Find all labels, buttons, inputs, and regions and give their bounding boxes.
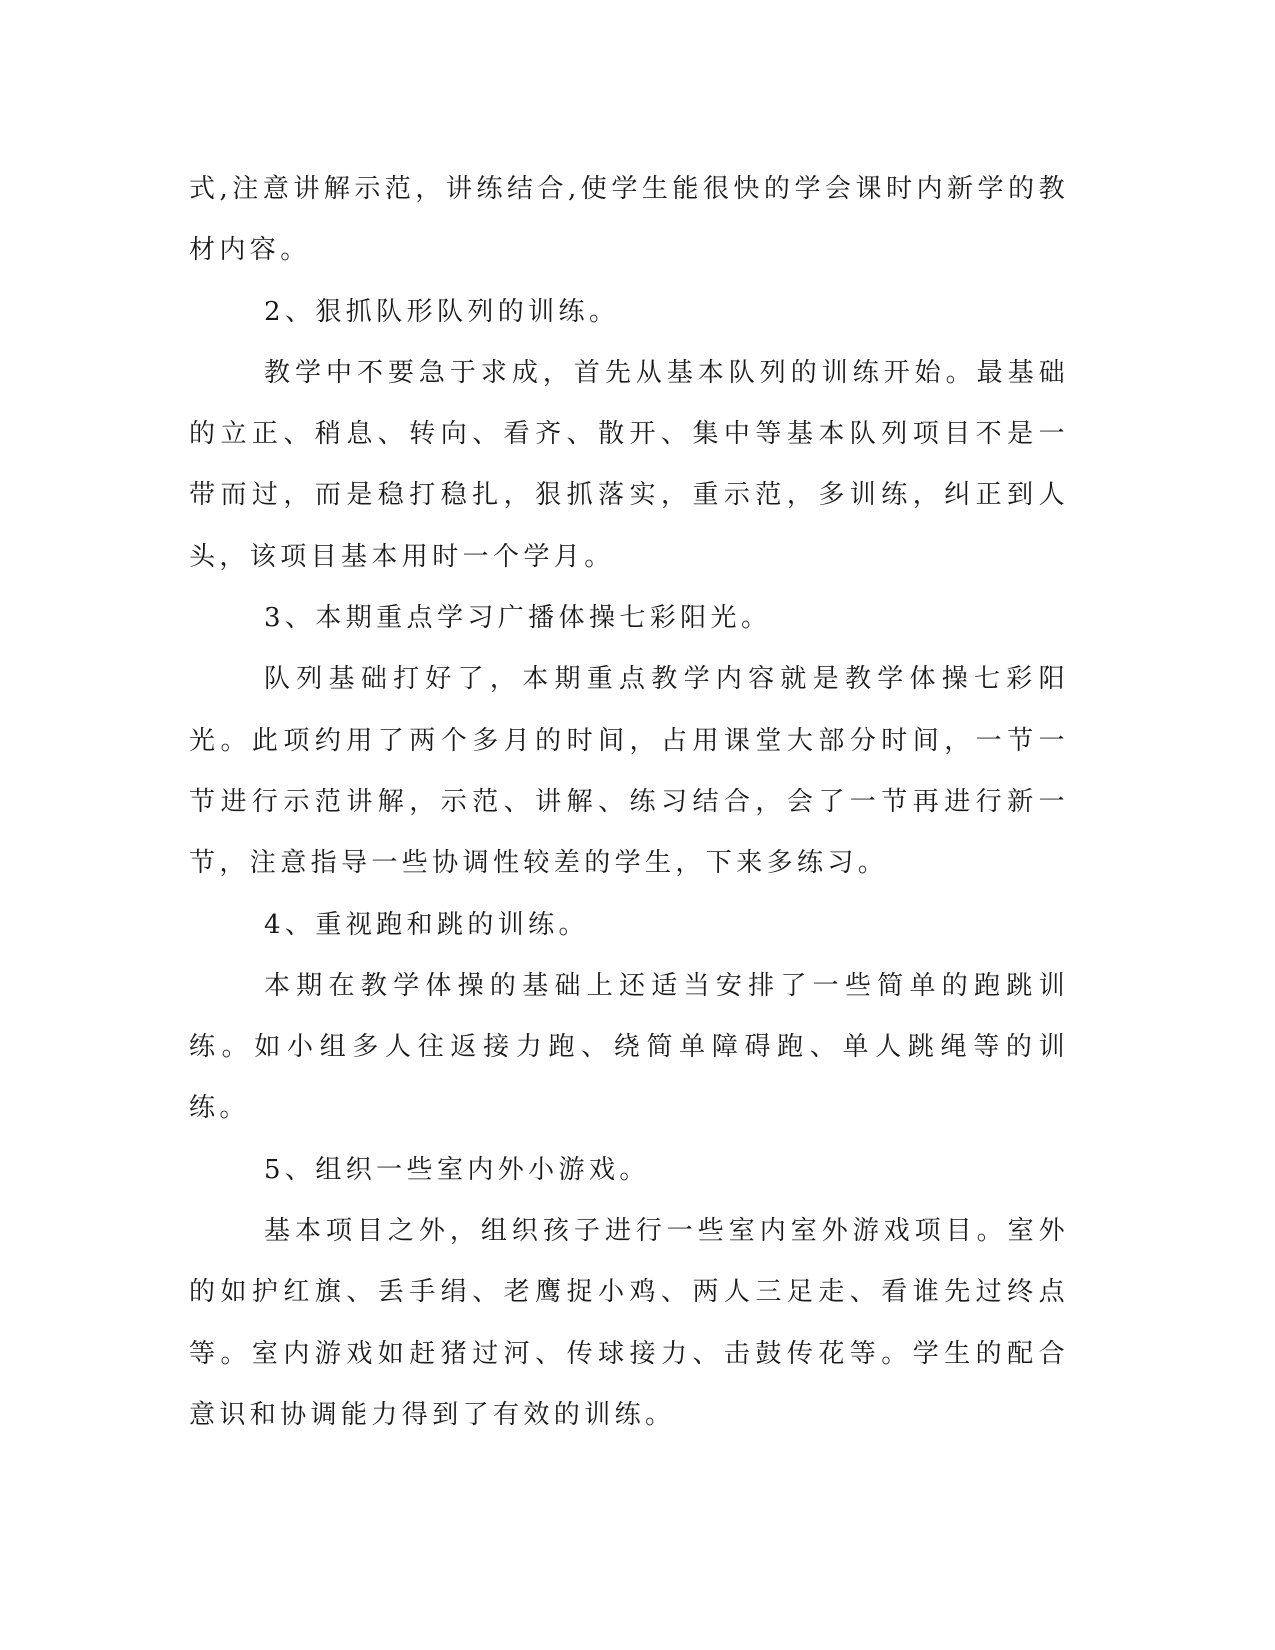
section-heading-5: 5、组织一些室内外小游戏。 xyxy=(264,1154,650,1185)
paragraph-broadcast-exercise: 队列基础打好了，本期重点教学内容就是教学体操七彩阳光。此项约用了两个多月的时间，占用课堂大部分时间，一节一节进行示范讲解，示范、讲解、练习结合，会了一节再进行新一节，注意指导一些协调性较差的学生，下来多练习。 xyxy=(189,664,1069,879)
section-heading-4: 4、重视跑和跳的训练。 xyxy=(264,909,589,940)
paragraph-running-jumping: 本期在教学体操的基础上还适当安排了一些简单的跑跳训练。如小组多人往返接力跑、绕简单障碍跑、单人跳绳等的训练。 xyxy=(189,970,1069,1124)
section-heading-2: 2、狠抓队形队列的训练。 xyxy=(264,296,620,327)
paragraph-games: 基本项目之外，组织孩子进行一些室内室外游戏项目。室外的如护红旗、丢手绢、老鹰捉小鸡、两人三足走、看谁先过终点等。室内游戏如赶猪过河、传球接力、击鼓传花等。学生的配合意识和协调能力得到了有效的训练。 xyxy=(189,1216,1069,1430)
section-heading-3: 3、本期重点学习广播体操七彩阳光。 xyxy=(264,603,772,634)
paragraph-continuation: 式,注意讲解示范，讲练结合,使学生能很快的学会课时内新学的教材内容。 xyxy=(189,174,1069,266)
document-body xyxy=(189,159,1069,1446)
paragraph-formation-training: 教学中不要急于求成，首先从基本队列的训练开始。最基础的立正、稍息、转向、看齐、散开、集中等基本队列项目不是一带而过，而是稳打稳扎，狠抓落实，重示范，多训练，纠正到人头，该项目基本用时一个学月。 xyxy=(189,357,1069,572)
